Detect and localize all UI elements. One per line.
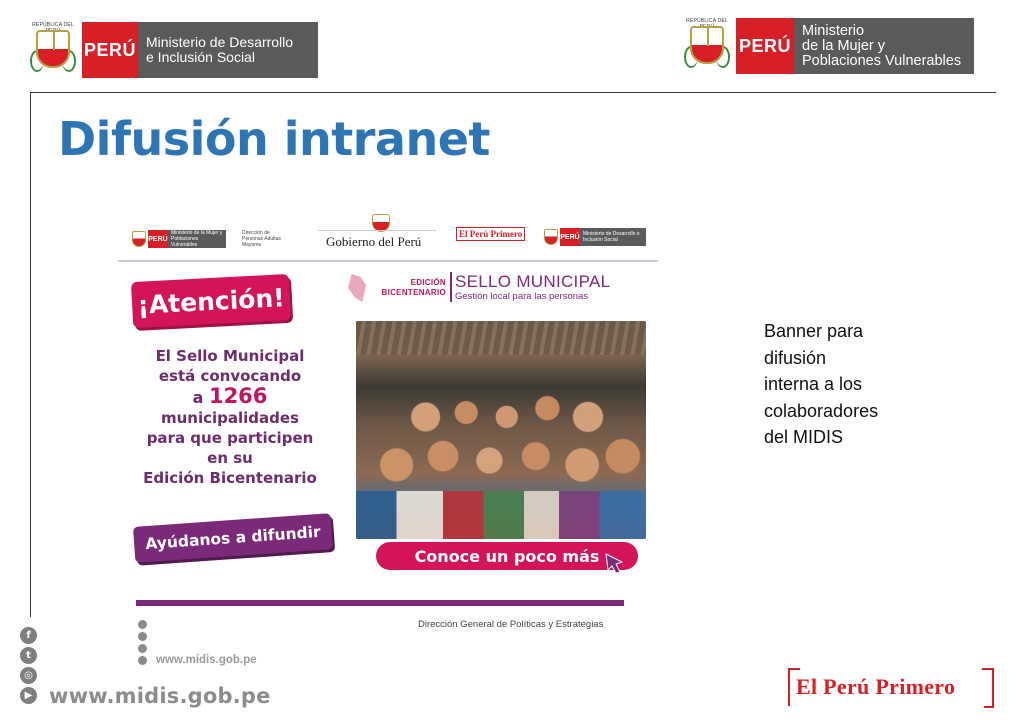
- sello-municipal-banner: [114, 208, 660, 666]
- sello-title: SELLO MUNICIPAL: [455, 272, 611, 291]
- text-line: El Sello Municipal: [155, 347, 305, 365]
- ministry-name: [138, 22, 318, 78]
- ministry-name: [794, 18, 974, 74]
- peru-label: PERÚ: [82, 22, 138, 78]
- banner-description: [764, 318, 914, 451]
- ministry-name: Ministerio de la Mujer y Poblaciones Vulnerables: [168, 230, 226, 248]
- pointer-hand-icon: [602, 550, 628, 574]
- ministry-line: e Inclusión Social: [146, 49, 255, 65]
- facebook-icon[interactable]: f: [20, 627, 37, 644]
- coat-of-arms-icon: [544, 229, 558, 245]
- divider: [450, 272, 452, 302]
- social-icons-mini: [138, 620, 150, 668]
- text-line: está convocando: [158, 367, 302, 385]
- banner-main-text: [134, 346, 326, 488]
- description-line: colaboradores: [764, 400, 879, 421]
- peru-label: PERÚ: [736, 18, 794, 74]
- ministry-line: Ministerio: [802, 22, 865, 39]
- description-line: del MIDIS: [764, 427, 844, 447]
- coat-of-arms-icon: [132, 231, 146, 247]
- ayudanos-button: Ayúdanos a difundir: [133, 513, 333, 563]
- ministry-name: Ministerio de Desarrollo e Inclusión Social: [580, 228, 646, 246]
- divider: [318, 230, 436, 231]
- ministry-line: de la Mujer y: [802, 37, 886, 54]
- text-line: en su: [207, 449, 253, 467]
- peru-label: PERÚ: [148, 230, 168, 248]
- gobierno-label: Gobierno del Perú: [326, 234, 422, 249]
- atencion-badge: ¡Atención!: [131, 274, 291, 328]
- conoce-button: Conoce un poco más: [376, 542, 638, 570]
- direction-name: Dirección de Personas Adultas Mayores: [242, 230, 281, 248]
- coat-of-arms-icon: [30, 22, 76, 74]
- mini-mimp-logo: [132, 230, 226, 248]
- peru-label: PERÚ: [560, 228, 580, 246]
- mimp-logo: [684, 18, 974, 74]
- coat-of-arms-icon: [684, 18, 730, 70]
- edicion-line: BICENTENARIO: [381, 288, 446, 297]
- edicion-bicentenario: [370, 278, 446, 298]
- ministry-line: Poblaciones Vulnerables: [802, 52, 962, 69]
- banner-divider: [118, 260, 658, 262]
- page-title: Difusión intranet: [58, 112, 490, 166]
- midis-logo: [30, 22, 318, 78]
- text-line: municipalidades: [160, 409, 299, 427]
- facebook-icon: [138, 620, 147, 629]
- youtube-icon: [138, 656, 147, 665]
- children-photo: [356, 321, 646, 539]
- dgpe-label: Dirección General de Políticas y Estrategias: [418, 619, 604, 630]
- shield-caption: REPÚBLICA DEL: [32, 22, 74, 28]
- sello-subtitle: Gestión local para las personas: [455, 291, 589, 302]
- twitter-icon: [138, 632, 147, 641]
- text-line: Edición Bicentenario: [143, 469, 317, 487]
- website-link[interactable]: www.midis.gob.pe: [49, 684, 271, 708]
- text-prefix: a: [192, 388, 204, 407]
- el-peru-primero-text: El Perú Primero: [796, 674, 956, 699]
- el-peru-primero-mini-logo: El Perú Primero: [456, 227, 525, 241]
- instagram-icon: [138, 644, 147, 653]
- website-mini: www.midis.gob.pe: [156, 654, 257, 666]
- municipality-count: 1266: [208, 384, 268, 408]
- youtube-icon[interactable]: ▶: [20, 687, 37, 704]
- description-line: difusión: [764, 347, 827, 368]
- description-line: interna a los: [764, 374, 863, 394]
- description-line: Banner para: [764, 321, 864, 341]
- header-divider: [30, 92, 996, 93]
- text-line: [134, 386, 326, 408]
- ministry-line: Ministerio de Desarrollo: [146, 34, 294, 50]
- shield-caption: REPÚBLICA DEL: [686, 18, 728, 24]
- mini-midis-logo: [544, 228, 646, 246]
- text-line: para que participen: [146, 429, 314, 447]
- social-icons: [20, 627, 37, 707]
- edicion-line: EDICIÓN: [410, 278, 446, 287]
- left-divider: [30, 92, 31, 617]
- banner-footer-bar: [136, 600, 624, 606]
- peru-map-icon: [348, 274, 366, 302]
- el-peru-primero-logo: [788, 668, 994, 708]
- instagram-icon[interactable]: ◎: [20, 667, 37, 684]
- twitter-icon[interactable]: t: [20, 647, 37, 664]
